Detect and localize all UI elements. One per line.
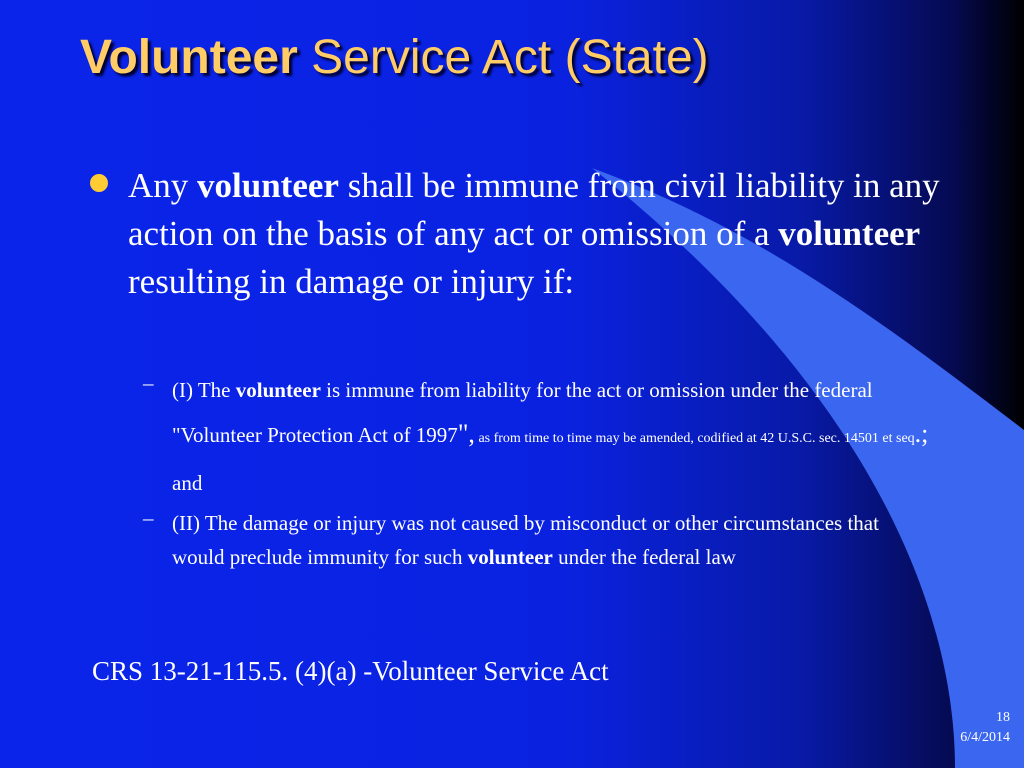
sub1-big-2: .; [914, 419, 929, 448]
slide-title [80, 30, 709, 85]
title-bold-word: Volunteer [80, 31, 298, 84]
citation: CRS 13-21-115.5. (4)(a) -Volunteer Service Act [92, 656, 609, 686]
sub-bullet-2-text [172, 506, 932, 574]
bullet-text-1: Any [128, 166, 198, 205]
bullet-dot-icon [90, 174, 108, 192]
sub1-text-2: is immune from liability for the act or omission under the federal "Volunteer Protection Act of 1997 [172, 378, 873, 447]
bullet-bold-1: volunteer [197, 166, 339, 205]
sub1-small-1: as from time to time may be amended, codified at 42 U.S.C. sec. 14501 et seq [474, 431, 915, 446]
sub1-bold-1: volunteer [235, 378, 321, 402]
bullet-text-3: resulting in damage or injury if: [128, 262, 575, 301]
sub2-bold-1: volunteer [467, 545, 553, 569]
title-rest: Service Act (State) [297, 31, 709, 84]
slide-number: 18 [996, 710, 1010, 725]
sub1-text-1: (I) The [172, 378, 236, 402]
sub-bullet-1-dash: – [143, 371, 154, 395]
sub-bullet-1-text [172, 368, 932, 505]
sub-bullet-2-dash: – [143, 506, 154, 530]
bullet-bold-2: volunteer [778, 214, 921, 253]
sub2-text-1: (II) The damage or injury was not caused by misconduct or other circumstances that would preclude immunity for such [172, 511, 879, 569]
sub1-big-1: ", [457, 419, 475, 448]
slide-date: 6/4/2014 [960, 730, 1010, 745]
main-bullet-text [128, 162, 948, 306]
sub1-text-3: and [172, 471, 203, 495]
sub2-text-2: under the federal law [552, 545, 736, 569]
bullet-text-2: shall be immune from civil liability in any action on the basis of any act or omission of a [128, 166, 940, 253]
